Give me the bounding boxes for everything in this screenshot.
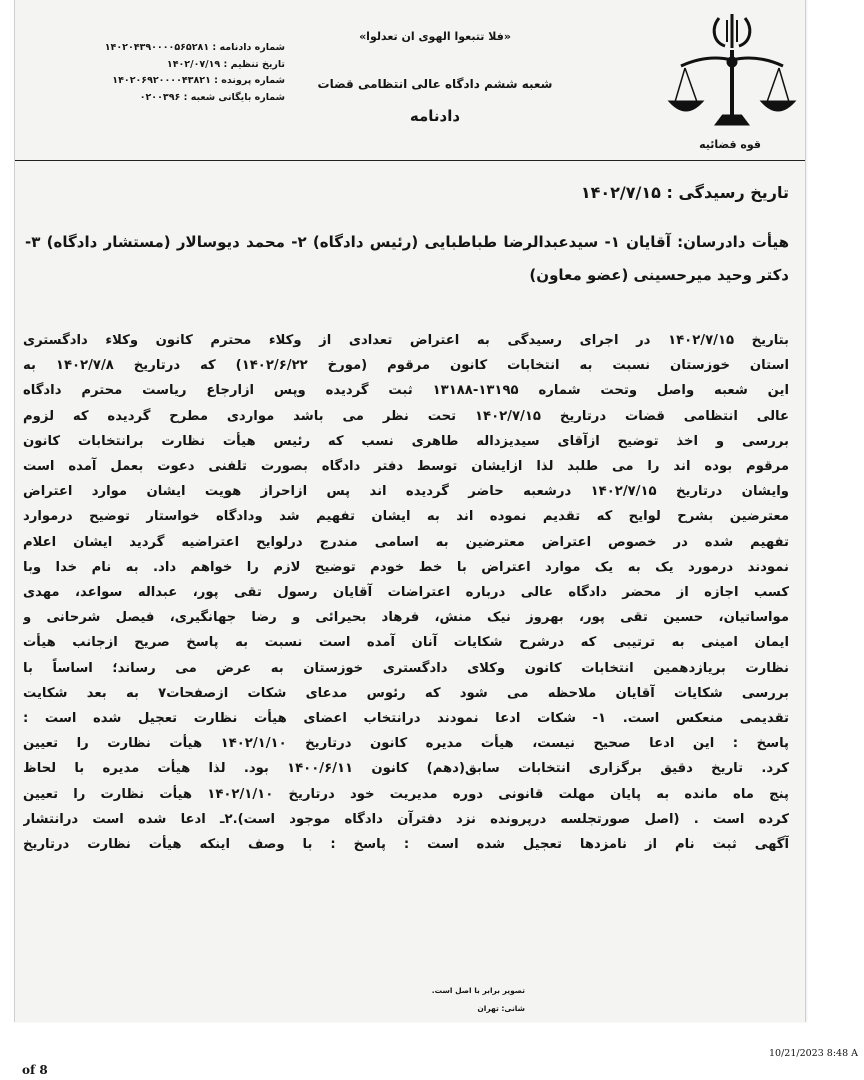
judiciary-emblem xyxy=(667,6,797,156)
court-branch: شعبه ششم دادگاه عالی انتظامی قضات xyxy=(317,77,553,91)
header-verse: «فلا تتبعوا الهوی ان تعدلوا» xyxy=(359,30,511,43)
body-line: کسب اجازه از محضر دادگاه عالی درباره اعتراضات آقایان رسول تقی پور، عبداله سواعد، مهدی xyxy=(23,585,789,601)
judges-panel: هیأت دادرسان: آقایان ۱- سیدعبدالرضا طباطبایی (رئیس دادگاه) ۲- محمد دیوسالار (مستشار دادگاه) ۳- دکتر وحید میرحسینی (عضو معاون) xyxy=(25,233,790,284)
page-indicator: of 8 xyxy=(22,1063,48,1077)
document-title: دادنامه xyxy=(409,107,461,125)
body-line: معترضین بشرح لوایح که تقدیم نموده اند به ایشان تفهیم شد ودادگاه خواستار توضیح درموارد xyxy=(23,509,789,525)
body-line: بررسی شکایات آقایان ملاحظه می شود که رئوس مدعای شکات ازصفحات۷ به بعد شکایت xyxy=(23,685,789,701)
body-line: بتاریخ ۱۴۰۲/۷/۱۵ در اجرای رسیدگی به اعتراض تعدادی از وکلاء محترم کانون وکلاء دادگستری xyxy=(23,333,789,348)
body-line: وایشان درتاریخ ۱۴۰۲/۷/۱۵ درشعبه حاضر گردیده اند پس ازاحراز هویت ایشان موارد اعتراض xyxy=(23,484,789,500)
body-line: پاسخ : این ادعا صحیح نیست، هیأت مدیره کانون درتاریخ ۱۴۰۲/۱/۱۰ هیأت نظارت را تعیین xyxy=(23,736,789,752)
ruling-body xyxy=(23,328,789,857)
body-line: استان خوزستان نسبت به انتخابات کانون مرقوم (مورخ ۱۴۰۲/۶/۲۲) که درتاریخ ۱۴۰۲/۷/۸ به xyxy=(23,358,789,374)
body-line: مواساتیان، حسین تقی پور، بهروز نیک منش، فرهاد بحیرائی و رضا جهانگیری، فیصل شرحانی و xyxy=(23,610,789,626)
body-line: کرده است . (اصل صورتجلسه درپرونده نزد دفترآن دادگاه موجود است).۲ـ ادعا شده است درانتشار xyxy=(23,811,789,827)
body-line: این شعبه واصل وتحت شماره ۱۳۱۹۵-۱۳۱۸۸ ثبت گردیده وپس ازارجاع ریاست محترم دادگاه xyxy=(23,383,789,399)
body-line: مرقوم بوده اند را می طلبد لذا ازایشان توسط دفتر دادگاه بصورت تلفنی دعوت بعمل آمده است xyxy=(23,459,789,475)
body-line: تفهیم شده در خصوص اعتراض معترضین به اسامی مندرج درلوایح اعتراضیه گردید ایشان اعلام xyxy=(23,534,789,550)
ruling-number: شماره دادنامه : ۱۴۰۲۰۴۳۹۰۰۰۰۵۶۵۲۸۱ xyxy=(104,42,285,53)
body-line: نمودند درمورد یک به یک موارد اعتراض با خط خودم توضیح لازم را خواهم داد. به نام خدا وبا xyxy=(23,559,789,575)
body-line: ایمان امینی به ترتیبی که درشرح شکایات آنان آمده است نسبت به پاسخ صریح ازجانب هیأت xyxy=(23,635,789,651)
document-header xyxy=(15,0,805,161)
body-line: عالی انتظامی قضات درتاریخ ۱۴۰۲/۷/۱۵ تحت نظر می باشد مواردی مطرح گردیده که لزوم xyxy=(23,408,789,424)
document-page xyxy=(14,0,806,1022)
body-line: بررسی و اخذ توضیح ازآقای سیدیزداله طاهری نسب که رئیس هیأت نظارت برانتخابات کانون xyxy=(23,433,789,449)
body-line: کرد. تاریخ دقیق برگزاری انتخابات سابق(دهم) کانون ۱۴۰۰/۶/۱۱ بود. لذا هیأت مدیره با لحاظ xyxy=(23,761,789,777)
body-line: تقدیمی منعکس است. ۱- شکات ادعا نمودند درانتخاب اعضای هیأت نظارت تعجیل شده است : xyxy=(23,711,789,727)
body-line: آگهی ثبت نام از نامزدها تعجیل شده است : پاسخ : با وصف اینکه هیأت نظارت درتاریخ xyxy=(23,837,789,853)
scales-of-justice-icon xyxy=(667,6,797,136)
body-line: نظارت بریازدهمین انتخابات کانون وکلای دادگستری خوزستان به عرض می رساند؛ اساساً با xyxy=(23,660,789,676)
print-timestamp: 10/21/2023 8:48 A xyxy=(769,1048,858,1059)
archive-number: شماره بایگانی شعبه : ۰۲۰۰۳۹۶ xyxy=(139,91,285,103)
document-metadata xyxy=(85,40,285,106)
certified-copy-text: تصویر برابر با اصل است. xyxy=(431,986,525,995)
body-line: پنج ماه مانده به پایان مهلت قانونی دوره مدیریت خود درتاریخ ۱۴۰۲/۱/۱۰ هیأت نظارت را تعیین xyxy=(23,786,789,802)
hearing-date: تاریخ رسیدگی : ۱۴۰۲/۷/۱۵ xyxy=(580,183,789,202)
issue-date: تاریخ تنظیم : ۱۴۰۲/۰۷/۱۹ xyxy=(166,58,285,70)
header-center xyxy=(315,0,555,125)
certification-note xyxy=(345,982,525,1018)
address-text: شانی: تهران xyxy=(477,1004,525,1013)
emblem-label: قوه قضائیه xyxy=(699,138,761,151)
case-number: شماره پرونده : ۱۴۰۲۰۶۹۲۰۰۰۰۴۳۸۲۱ xyxy=(112,75,285,86)
